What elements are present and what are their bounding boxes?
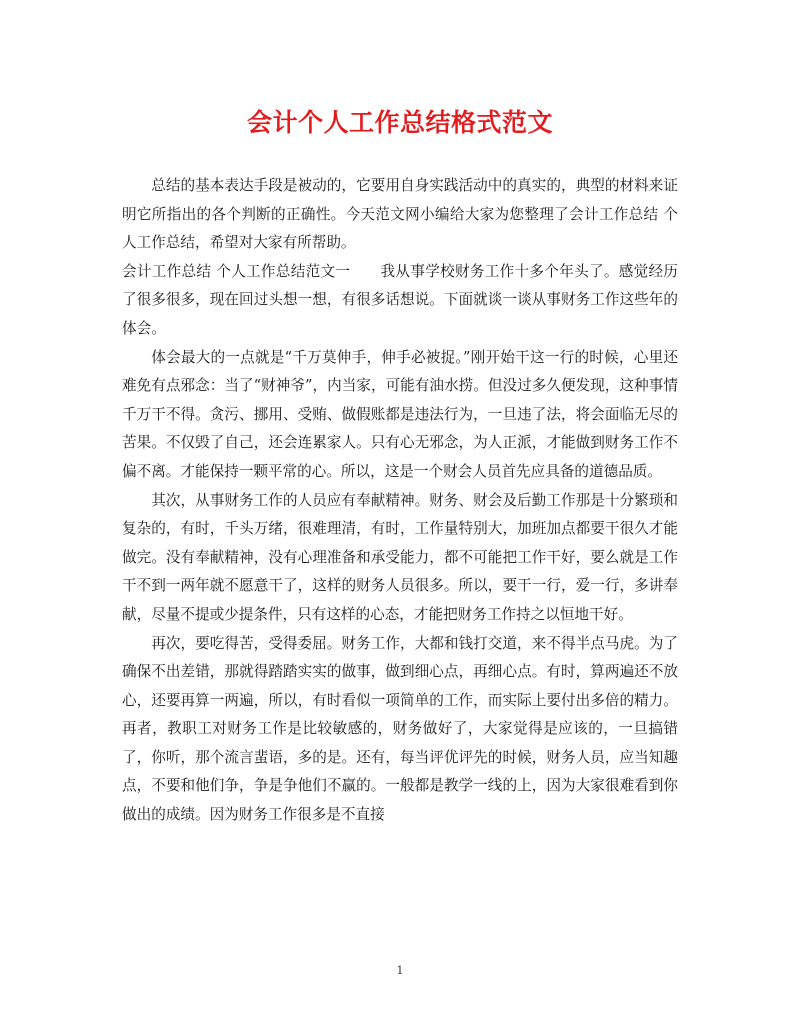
section-intro-text: 我从事学校财务工作十多个年头了。感觉经历了很多很多，现在回过头想一想，有很多话想说。下面就谈一谈从事财务工作这些年的体会。	[122, 262, 678, 337]
section-paragraph	[122, 258, 678, 344]
body-paragraph-2: 其次，从事财务工作的人员应有奉献精神。财务、财会及后勤工作那是十分繁琐和复杂的，有时，千头万绪，很难理清，有时，工作量特别大，加班加点都要干很久才能做完。没有奉献精神，没有心理准备和承受能力，都不可能把工作干好，要么就是工作干不到一两年就不愿意干了，这样的财务人员很多。所以，要干一行，爱一行，多讲奉献，尽量不提或少提条件，只有这样的心态，才能把财务工作持之以恒地干好。	[122, 491, 678, 623]
section-heading: 会计工作总结 个人工作总结范文一	[122, 262, 351, 280]
body-paragraph-1: 体会最大的一点就是“千万莫伸手，伸手必被捉。”刚开始干这一行的时候，心里还难免有点邪念：当了“财神爷”，内当家，可能有油水捞。但没过多久便发现，这种事情千万干不得。贪污、挪用、受贿、做假账都是违法行为，一旦违了法，将会面临无尽的苦果。不仅毁了自己，还会连累家人。只有心无邪念，为人正派，才能做到财务工作不偏不离。才能保持一颗平常的心。所以，这是一个财会人员首先应具备的道德品质。	[122, 348, 678, 480]
document-body	[122, 172, 678, 830]
document-title: 会计个人工作总结格式范文	[246, 108, 553, 137]
page-number: 1	[396, 964, 404, 977]
intro-paragraph: 总结的基本表达手段是被动的，它要用自身实践活动中的真实的，典型的材料来证明它所指出的各个判断的正确性。今天范文网小编给大家为您整理了会计工作总结 个人工作总结，希望对大家有所帮助。	[122, 177, 678, 252]
body-paragraph-3: 再次，要吃得苦，受得委屈。财务工作，大都和钱打交道，来不得半点马虎。为了确保不出差错，那就得踏踏实实的做事，做到细心点，再细心点。有时，算两遍还不放心，还要再算一两遍，所以，有时看似一项简单的工作，而实际上要付出多倍的精力。再者，教职工对财务工作是比较敏感的，财务做好了，大家觉得是应该的，一旦搞错了，你听，那个流言蜚语，多的是。还有，每当评优评先的时候，财务人员，应当知趣点，不要和他们争，争是争他们不赢的。一般都是教学一线的上，因为大家很难看到你做出的成绩。因为财务工作很多是不直接	[122, 634, 678, 824]
